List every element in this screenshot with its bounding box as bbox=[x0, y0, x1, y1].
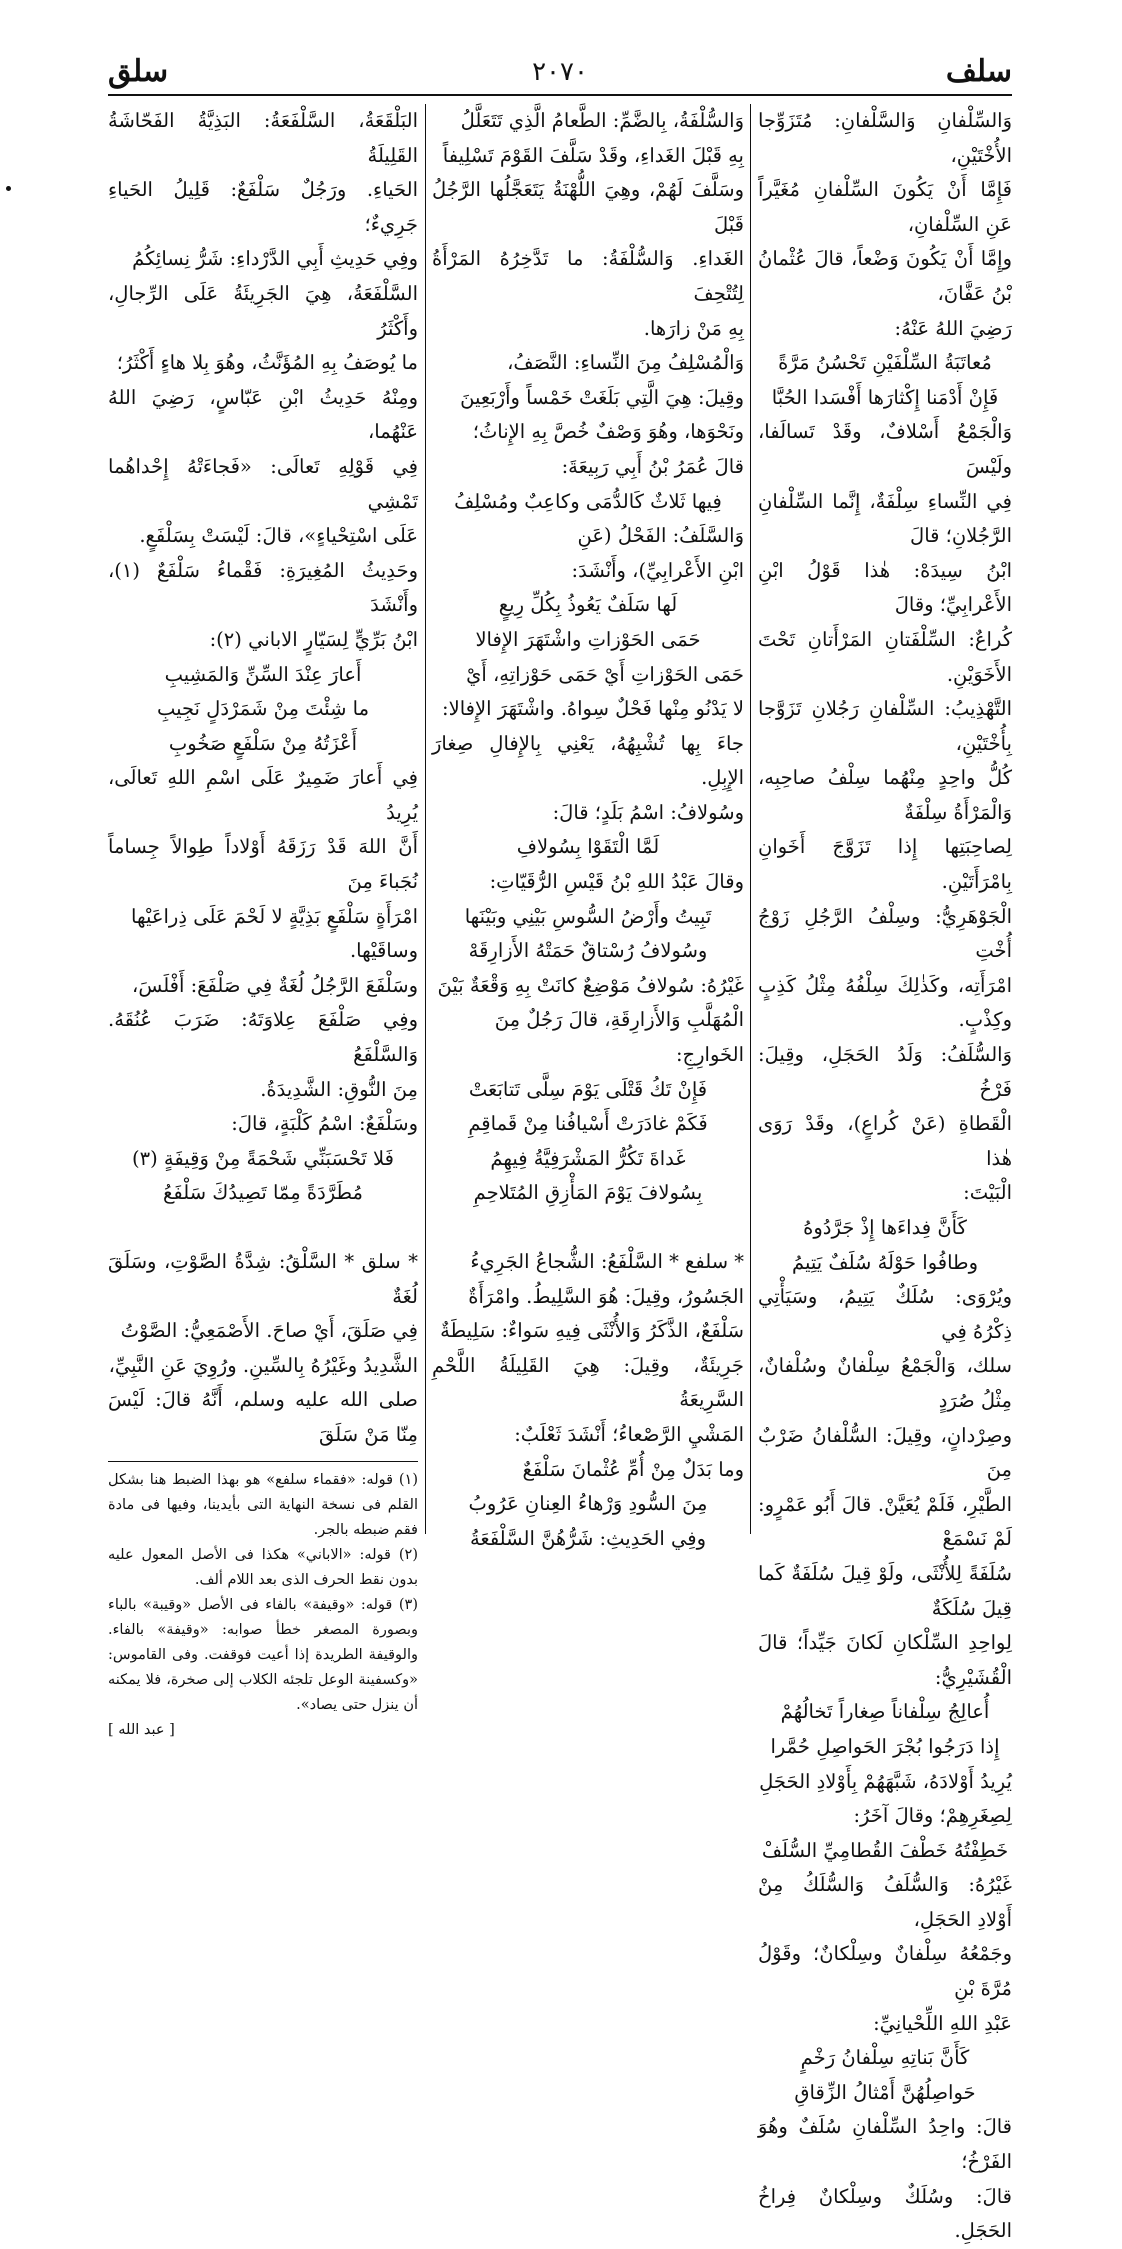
text-line: وسَلْفَعٌ: اسْمُ كَلْبَةٍ، قالَ: bbox=[231, 1112, 418, 1136]
text-line: ابْنِ الأَعْرابِيِّ)، وأَنْشَدَ: bbox=[571, 558, 744, 582]
verse-line: كَأَنَّ فِداءَها إِذْ جَرَّدُوهُ bbox=[803, 1216, 967, 1239]
text-line: الْجَوْهَرِيُّ: وسِلْفُ الرَّجُلِ زَوْجُ أُخْتِ bbox=[758, 904, 1012, 963]
text-line: عَلَى اسْتِحْياءٍ»، قالَ: لَيْسَتْ بِسَلْفَعٍ. bbox=[139, 524, 418, 548]
column-right bbox=[758, 104, 1012, 2243]
text-line: الشَّدِيدُ وغَيْرُهُ بِالسِّينِ. ورُوِيَ عَنِ النَّبِيِّ، bbox=[108, 1353, 418, 1377]
text-line: البَلْقَعَةُ، السَّلْفَعَةُ: البَذِيَّةُ الفَحّاشَةُ القَلِيلَةُ bbox=[108, 109, 418, 167]
text-line: ومِنْهُ حَدِيثُ ابْنِ عَبّاسٍ، رَضِيَ اللهُ عَنْهُما، bbox=[108, 385, 418, 444]
text-line: التَّهْذِيبُ: السِّلْفانِ رَجُلانِ تَزَوَّجا بِأُخْتَيْنِ، bbox=[758, 697, 1012, 755]
text-line: وقالَ عَبْدُ اللهِ بْنُ قَيْسِ الرُّقَيّاتِ: bbox=[489, 870, 744, 894]
column-divider bbox=[750, 104, 751, 1534]
text-line: الْقَطاةِ (عَنْ كُراعٍ)، وقَدْ رَوَى هٰذا bbox=[758, 1112, 1012, 1170]
text-line: وما بَدَلٌ مِنْ أُمِّ عُثْمانَ سَلْفَعٌ bbox=[522, 1457, 744, 1481]
verse-line: غَداةَ تَكُرُّ المَشْرَفِيَّةُ فِيهِمُ bbox=[490, 1146, 686, 1170]
text-line: لِواحِدِ السِّلْكانِ لَكانَ جَيِّداً؛ قالَ الْقُشَيْرِيُّ: bbox=[758, 1631, 1012, 1689]
text-line: وَالسُّلَفُ: وَلَدُ الحَجَلِ، وقِيلَ: فَرْخُ bbox=[758, 1043, 1012, 1101]
text-line: امْرَأَةٍ سَلْفَعٍ بَذِيَّةٍ لا لَحْمَ عَلَى ذِراعَيْها bbox=[131, 904, 418, 928]
text-line: وإِمَّا أَنْ يَكُونَ وَضْعاً، قالَ عُثْمانُ بْنُ عَفَّانَ، bbox=[758, 247, 1012, 305]
text-line: كُلُّ واحِدٍ مِنْهُما سِلْفُ صاحِبِه، وَالْمَرْأَةُ سِلْفَةٌ bbox=[758, 766, 1012, 824]
verse-line: أَعارَ عِنْدَ السِّنِّ وَالمَشِيبِ bbox=[164, 662, 362, 686]
section-gap bbox=[108, 1211, 418, 1245]
text-line: ويُرْوَى: سُلَكٌ يَتِيمُ، وسَيَأْتِي ذِكْرُهُ فِي bbox=[758, 1285, 1012, 1343]
text-line: الحَياءِ. ورَجُلٌ سَلْفَعٌ: قَلِيلُ الحَياءِ جَرِيءٌ؛ bbox=[108, 178, 418, 236]
verse-line: بِسُولافَ يَوْمَ المَأْزِقِ المُتَلاحِمِ bbox=[473, 1181, 703, 1205]
verse-line: وطافُوا حَوْلَهُ سُلَفٌ يَتِيمُ bbox=[792, 1250, 978, 1274]
text-line: وحَدِيثُ المُغِيرَةِ: فَقْماءُ سَلْفَعٌ (١)، وأَنْشَدَ bbox=[108, 558, 418, 617]
verse-line: تَبِيتُ وأَرْضُ السُّوسِ بَيْنِي وبَيْنَها bbox=[464, 904, 712, 928]
header-left-word: سلق bbox=[108, 54, 169, 89]
verse-line: أَعْزَتُهُ مِنْ سَلْفَعٍ صَخُوبِ bbox=[168, 731, 358, 755]
verse-line: حَواصِلُهُنَّ أَمْثالُ الزِّقاقِ bbox=[794, 2080, 976, 2104]
text-line: الطَّيْرِ، فَلَمْ يُعَيَّنْ. قالَ أَبُو عَمْرٍو: لَمْ نَسْمَعْ bbox=[758, 1492, 1012, 1551]
text-line: مِنَ النُّوقِ: الشَّدِيدَةُ. bbox=[260, 1077, 418, 1101]
text-line: أَنَّ اللهَ قَدْ رَزَقَهُ أَوْلاداً طِوالاً جِساماً نُجَباءَ مِنَ bbox=[108, 835, 418, 894]
verse-line: فَلا تَحْسَبَنِّي شَحْمَةً مِنْ وَقِيفَةٍ (٣) bbox=[132, 1146, 394, 1170]
text-line: وفِي صَلْفَعَ عِلاوَتَهُ: ضَرَبَ عُنُقَهُ. وَالسَّلْفَعُ bbox=[108, 1008, 418, 1067]
text-line: فِي النِّساءِ سِلْفَةٌ، إِنَّما السِّلْفانِ الرَّجُلانِ؛ قالَ bbox=[758, 489, 1012, 548]
text-line: قالَ: واحِدُ السِّلْفانِ سُلَفٌ وهُوَ الفَرْخُ؛ bbox=[758, 2115, 1012, 2174]
text-line: السَّلْفَعَةُ، هِيَ الجَرِيئَةُ عَلَى الرِّجالِ، وأَكْثَرُ bbox=[108, 281, 418, 340]
text-line: الغَداءِ. وَالسُّلْفَةُ: ما تَدَّخِرُهُ المَرْأَةُ لِتُتْحِفَ bbox=[432, 247, 744, 305]
header-right-word: سلف bbox=[945, 54, 1012, 89]
text-line: وَالْمُسْلِفُ مِنَ النِّساءِ: النَّصَفُ، bbox=[507, 351, 744, 375]
text-line: سلك، وَالْجَمْعُ سِلْفانٌ وسُلْفانٌ، مِثْلُ صُرَدٍ bbox=[758, 1354, 1012, 1412]
header-rule bbox=[108, 94, 1012, 96]
text-line: غَيْرُهُ: وَالسُّلَفُ وَالسُّلَكُ مِنْ أَوْلادِ الحَجَلِ، bbox=[758, 1873, 1012, 1931]
text-line: بِهِ مَنْ زارَها. bbox=[643, 316, 744, 340]
verse-line: ما شِئْتَ مِنْ شَمَرْدَلٍ نَجِيبِ bbox=[156, 697, 370, 721]
text-line: المَشْيِ الرَّصْعاءُ؛ أَنْشَدَ ثَعْلَبٌ: bbox=[514, 1422, 744, 1446]
text-line: ابْنُ بَرِّيٍّ لِسَيّارٍ الاباني (٢): bbox=[209, 627, 418, 651]
text-line: الخَوارِجِ: bbox=[675, 1043, 744, 1067]
text-line: صلى الله عليه وسلم، أَنَّهُ قالَ: لَيْسَ مِنّا مَنْ سَلَقَ bbox=[108, 1388, 418, 1446]
text-line: الْبَيْتَ: bbox=[963, 1181, 1012, 1205]
verse-line: وسُولافُ رُسْتاقٌ حَمَتْهُ الأَزارِقَهْ bbox=[468, 939, 708, 963]
margin-dot bbox=[6, 186, 11, 191]
footnote: (١) قوله: «فقماء سلفع» هو بهذا الضبط هنا بشكل القلم فى نسخة النهاية التى بأيدينا، وفيها فى مادة فقم ضبطه بالجر. bbox=[108, 1471, 418, 1538]
text-line: كُراعٌ: السِّلْفَتانِ المَرْأَتانِ تَحْتَ الأَخَوَيْنِ. bbox=[758, 627, 1012, 686]
text-line: سُلَفَةً لِلأُنْثَى، ولَوْ قِيلَ سُلَفَةٌ كَما قِيلَ سُلَكَةٌ bbox=[758, 1561, 1012, 1620]
text-line: يُرِيدُ أَوْلادَهُ، شَبَّهَهُمْ بِأَوْلادِ الحَجَلِ bbox=[759, 1769, 1012, 1793]
text-line: وصِرْدانٍ، وقِيلَ: السُّلْفانُ ضَرْبٌ مِنَ bbox=[758, 1423, 1012, 1482]
text-line: ما يُوصَفُ بِهِ المُؤَنَّثُ، وهُوَ بِلا هاءٍ أَكْثَرُ؛ bbox=[116, 351, 418, 375]
text-line: قالَ عُمَرُ بْنُ أَبِي رَبِيعَةَ: bbox=[561, 454, 744, 478]
column-divider bbox=[425, 104, 426, 1534]
text-line: * سلق * السَّلْقُ: شِدَّةُ الصَّوْتِ، وسَلَقَ لُغَةٌ bbox=[108, 1250, 418, 1308]
verse-line: لَمَّا الْتَقَوْا بِسُولافِ bbox=[516, 835, 660, 859]
verse-line: وفِي الحَدِيثِ: شَرُّهُنَّ السَّلْفَعَةُ bbox=[469, 1526, 707, 1550]
text-line: وساقَيْها. bbox=[349, 939, 418, 963]
text-line: ابْنُ سِيدَهْ: هٰذا قَوْلُ ابْنِ الأَعْرابِيِّ؛ وقالَ bbox=[758, 558, 1012, 617]
verse-line: فِيها ثَلاثٌ كَالدُّمَى وكاعِبٌ ومُسْلِفُ bbox=[454, 489, 722, 513]
text-line: بِهِ قَبْلَ الغَداءِ، وقَدْ سَلَّفَ القَوْمَ تَسْلِيفاً bbox=[442, 143, 744, 167]
text-line: ونَحْوَها، وهُوَ وَصْفٌ خُصَّ بِهِ الإِناثُ؛ bbox=[472, 420, 744, 444]
verse-line: كَأَنَّ بَناتِهِ سِلْفانُ رَخْمٍ bbox=[800, 2046, 970, 2070]
column-middle bbox=[432, 104, 744, 1550]
verse-line: مُطَرَّدَةً مِمّا تَصِيدُكَ سَلْفَعُ bbox=[163, 1181, 363, 1205]
text-line: امْرَأَتِه، وكَذٰلِكَ سِلْفُهُ مِثْلُ كَذِبٍ وكِذْبٍ. bbox=[758, 973, 1012, 1032]
page-header bbox=[108, 52, 1012, 98]
column-left bbox=[108, 104, 418, 1738]
text-line: وَالسُّلْفَةُ، بِالضَّمِّ: الطَّعامُ الَّذِي تَتَعَلَّلُ bbox=[460, 109, 744, 132]
text-line: رَضِيَ اللهُ عَنْهُ: bbox=[894, 316, 1012, 340]
text-line: جَرِيئَةٌ، وقِيلَ: هِيَ القَلِيلَةُ اللَّحْمِ السَّرِيعَةُ bbox=[432, 1353, 744, 1412]
page-number: ٢٠٧٠ bbox=[532, 57, 588, 87]
text-line: * سلفع * السَّلْفَعُ: الشُّجاعُ الجَرِيءُ bbox=[470, 1250, 744, 1273]
verse-line: مِنَ السُّودِ وَرْهاءُ العِنانِ عَرُوبُ bbox=[468, 1492, 708, 1516]
section-gap bbox=[432, 1211, 744, 1245]
text-line: لِصاحِبَتِها إِذا تَزَوَّجَ أَخَوانِ بِامْرَأَتَيْنِ. bbox=[758, 835, 1012, 894]
text-line: فَإِمَّا أَنْ يَكُونَ السِّلْفانِ مُغَيَّراً عَنِ السِّلْفانِ، bbox=[758, 178, 1012, 236]
verse-line: إِذا دَرَجُوا بُجْرَ الحَواصِلِ حُمَّرا bbox=[770, 1734, 1000, 1758]
verse-line: فَإِنْ أَدْمَنا إِكْثارَها أَفْسَدا الحُبَّا bbox=[771, 385, 999, 409]
text-line: فِي صَلَقَ، أَيْ صاحَ. الأَصْمَعِيُّ: الصَّوْتُ bbox=[120, 1319, 418, 1343]
text-line: وَالْجَمْعُ أَسْلافٌ، وقَدْ تَسالَفا، ولَيْسَ bbox=[758, 420, 1012, 478]
text-line: فِي قَوْلِهِ تَعالَى: «فَجاءَتْهُ إِحْداهُما تَمْشِي bbox=[108, 454, 418, 513]
text-line: وَالسَّلَفُ: الفَحْلُ (عَنِ bbox=[577, 524, 744, 548]
verse-line: خَطِفْتُهُ خَطْفَ القُطامِيِّ السُّلَفْ bbox=[761, 1838, 1009, 1862]
verse-line: حَمَى الحَوْزاتِ واشْتَهَرَ الإِفالا bbox=[475, 627, 701, 651]
text-line: وجَمْعُهُ سِلْفانٌ وسِلْكانٌ؛ وقَوْلُ مُرَّةَ بْنِ bbox=[758, 1942, 1012, 2001]
text-line: لِصِغَرِهِمْ؛ وقالَ آخَرُ: bbox=[853, 1804, 1012, 1828]
text-line: الجَسُورُ، وقِيلَ: هُوَ السَّلِيطُ. وامْرَأَةٌ bbox=[468, 1284, 744, 1308]
text-line: فِي أَعارَ ضَمِيرٌ عَلَى اسْمِ اللهِ تَعالَى، يُرِيدُ bbox=[108, 766, 418, 824]
footnote: (٢) قوله: «الاباني» هكذا فى الأصل المعول عليه بدون نقط الحرف الذى بعد اللام ألف. bbox=[108, 1546, 418, 1588]
text-line: وسَلْفَعَ الرَّجُلُ لُغَةٌ فِي صَلْفَعَ: أَفْلَسَ، bbox=[132, 973, 418, 997]
footnote-signature: [ عبد الله ] bbox=[108, 1721, 175, 1738]
verse-line: فَإِنْ تَكُ قَتْلَى يَوْمَ سِلَّى تَتابَعَتْ bbox=[468, 1077, 708, 1101]
verse-line: لَها سَلَفٌ يَعُوذُ بِكُلِّ رِيعٍ bbox=[498, 593, 678, 617]
verse-line: مُعاتَبَةُ السِّلْفَيْنِ تَحْسُنُ مَرَّةً bbox=[778, 351, 992, 375]
text-line: وسَلَّفَ لَهُمْ، وهِيَ اللُّهْنَةُ يَتَعَجَّلُها الرَّجُلُ قَبْلَ bbox=[432, 178, 744, 236]
text-line: وسُولافُ: اسْمُ بَلَدٍ؛ قالَ: bbox=[552, 800, 744, 824]
text-line: وَالسِّلْفانِ وَالسَّلْفانِ: مُتَزَوِّجا الأُخْتَيْنِ، bbox=[758, 109, 1012, 167]
text-line: جاءَ بِها تُشْبِهُهُ، يَعْنِي بِالإِفالِ صِغارَ الإِبِلِ. bbox=[432, 731, 744, 790]
verse-line: أُعالِجُ سِلْفاناً صِغاراً تَخالُهُمْ bbox=[780, 1700, 990, 1724]
text-line: سَلْفَعٌ، الذَّكَرُ وَالأُنْثَى فِيهِ سَواءٌ: سَلِيطَةٌ bbox=[440, 1319, 744, 1343]
text-line: غَيْرُهُ: سُولافُ مَوْضِعٌ كانَتْ بِهِ وَقْعَةٌ بَيْنَ bbox=[437, 973, 744, 997]
text-line: حَمَى الحَوْزاتِ أَيْ حَمَى حَوْزاتِهِ، أَيْ bbox=[466, 662, 744, 686]
verse-line: فَكَمْ غادَرَتْ أَسْيافُنا مِنْ قَماقِمِ bbox=[468, 1112, 708, 1136]
text-line: قالَ: وسُلَكٌ وسِلْكانٌ فِراخُ الحَجَلِ. bbox=[758, 2184, 1012, 2243]
footnote-rule bbox=[108, 1461, 418, 1462]
text-line: عَبْدِ اللهِ اللِّحْيانِيِّ: bbox=[873, 2011, 1012, 2035]
text-line: الْمُهَلَّبِ وَالأَزارِقَةِ، قالَ رَجُلٌ مِنَ bbox=[494, 1008, 744, 1032]
text-line: لا يَدْنُو مِنْها فَحْلٌ سِواهُ. واشْتَهَرَ الإِفالا: bbox=[442, 697, 744, 721]
footnote: (٣) قوله: «وقيفة» بالفاء فى الأصل «وقيبة» بالباء وبصورة المصغر خطأ صوابه: «وقيفة» بالفاء. والوقيفة الطريدة إذا أعيت فوقفت. وفى القاموس: «وكسفينة الوعل تلجئه الكلاب إلى صخرة، فلا يمكنه أن ينزل حتى يصاد». bbox=[108, 1596, 418, 1713]
text-line: وقِيلَ: هِيَ الَّتِي بَلَغَتْ خَمْساً وأَرْبَعِينَ bbox=[460, 385, 744, 409]
text-line: وفِي حَدِيثِ أَبِي الدَّرْداءِ: شَرُّ نِسائِكُمُ bbox=[132, 247, 418, 271]
